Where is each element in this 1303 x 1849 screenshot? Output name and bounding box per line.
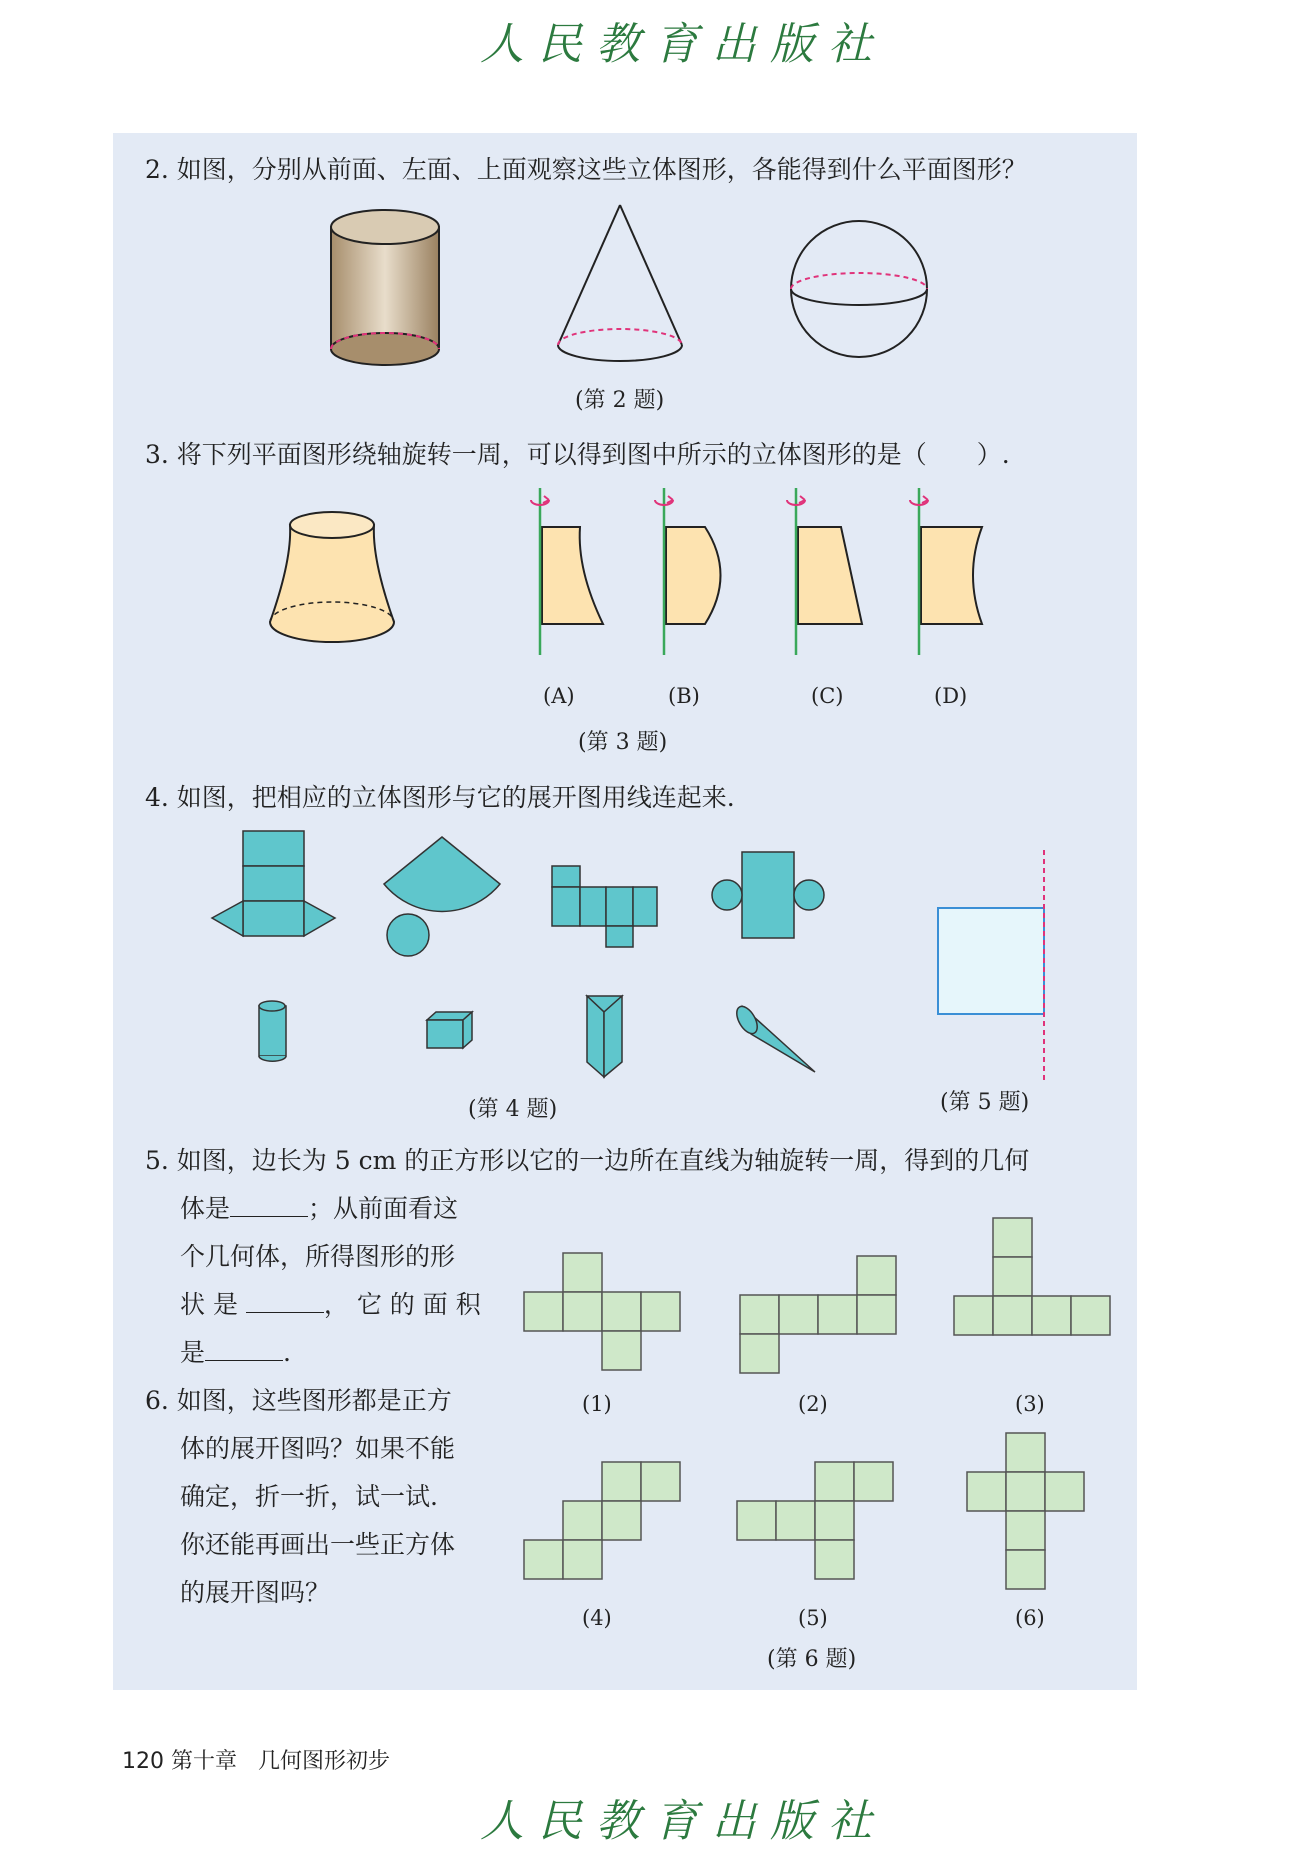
- question-5-line4: 状 是 ， 它 的 面 积: [180, 1290, 481, 1319]
- question-4-caption: (第 4 题): [468, 1097, 558, 1122]
- question-5-line1: 5. 如图，边长为 5 cm 的正方形以它的一边所在直线为轴旋转一周，得到的几何: [145, 1146, 1030, 1175]
- question-5-line2: 体是 ；从前面看这: [180, 1194, 459, 1223]
- page-footer: [122, 1744, 390, 1775]
- option-d-label: (D): [934, 684, 968, 708]
- page-number: 120: [122, 1749, 164, 1774]
- net-1: [524, 1253, 680, 1370]
- question-6-line3: 确定，折一折，试一试.: [180, 1482, 438, 1511]
- question-6-line5: 的展开图吗？: [180, 1578, 331, 1607]
- question-2-caption: (第 2 题): [575, 388, 665, 413]
- question-3-text: 3. 将下列平面图形绕轴旋转一周，可以得到图中所示的立体图形的是（ ）.: [145, 440, 1010, 469]
- net-4: [524, 1462, 680, 1579]
- question-6-line2: 体的展开图吗？如果不能: [180, 1434, 456, 1463]
- net-4-label: (4): [582, 1606, 612, 1630]
- question-6-caption: (第 6 题): [767, 1647, 857, 1672]
- chapter-label: 第十章: [171, 1749, 238, 1774]
- net-5-label: (5): [798, 1606, 828, 1630]
- question-3-caption: (第 3 题): [578, 730, 668, 755]
- net-3-label: (3): [1015, 1392, 1045, 1416]
- net-6: [967, 1433, 1084, 1589]
- question-5-caption: (第 5 题): [940, 1090, 1030, 1115]
- option-c-label: (C): [811, 684, 844, 708]
- net-5: [737, 1462, 893, 1579]
- publisher-logo-top: 人民教育出版社: [480, 19, 886, 70]
- question-2-text: 2. 如图，分别从前面、左面、上面观察这些立体图形，各能得到什么平面图形？: [145, 155, 1027, 184]
- option-a-label: (A): [543, 684, 575, 708]
- publisher-logo-bottom: 人民教育出版社: [480, 1796, 886, 1847]
- question-6-line1: 6. 如图，这些图形都是正方: [145, 1386, 452, 1415]
- net-1-label: (1): [582, 1392, 612, 1416]
- net-2: [740, 1256, 896, 1373]
- question-6-line4: 你还能再画出一些正方体: [180, 1530, 456, 1559]
- net-2-label: (2): [798, 1392, 828, 1416]
- net-6-label: (6): [1015, 1606, 1045, 1630]
- question-5-line3: 个几何体，所得图形的形: [180, 1242, 456, 1271]
- chapter-title: 几何图形初步: [258, 1749, 391, 1774]
- net-3: [954, 1218, 1110, 1335]
- question-5-line5: 是 .: [180, 1338, 291, 1367]
- option-b-label: (B): [668, 684, 700, 708]
- question-4-text: 4. 如图，把相应的立体图形与它的展开图用线连起来.: [145, 783, 735, 812]
